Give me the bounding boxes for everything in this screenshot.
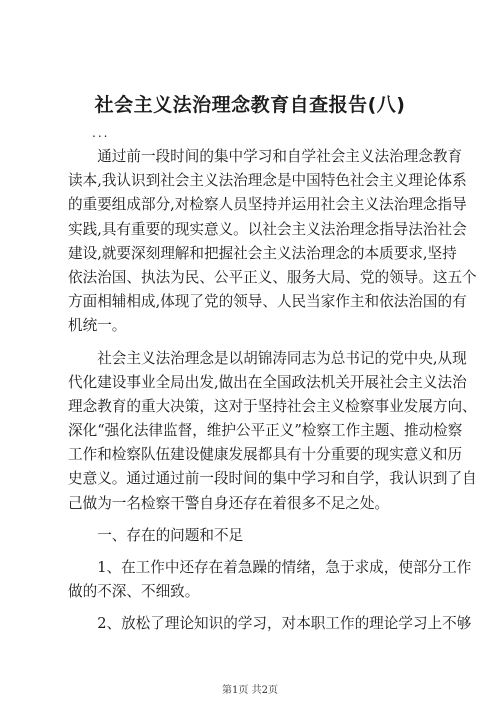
- document-body: [68, 145, 477, 637]
- body-line: 机统一。: [68, 317, 127, 335]
- body-line: 工作和检察队伍建设健康发展都具有十分重要的现实意义和历: [68, 446, 463, 464]
- body-line: 实践,具有重要的现实意义。以社会主义法治理念指导法治社会: [68, 220, 467, 238]
- body-line: 1、在工作中还存在着急躁的情绪，急于求成，使部分工作: [68, 559, 472, 576]
- body-line: 的重要组成部分,对检察人员坚持并运用社会主义法治理念指导: [68, 196, 467, 214]
- body-line: 建设,就要深刻理解和把握社会主义法治理念的本质要求,坚持: [68, 244, 457, 262]
- document-title: 社会主义法治理念教育自查报告(八): [94, 94, 406, 116]
- body-line: 己做为一名检察干警自身还存在着很多不足之处。: [68, 494, 390, 512]
- body-line: 理念教育的重大决策，这对于坚持社会主义检察事业发展方向、: [68, 397, 477, 415]
- body-line: 读本,我认识到社会主义法治理念是中国特色社会主义理论体系: [68, 172, 467, 190]
- ellipsis-mark: ...: [92, 126, 110, 140]
- body-line: 做的不深、不细致。: [68, 583, 200, 601]
- body-line: 依法治国、执法为民、公平正义、服务大局、党的领导。这五个: [68, 268, 477, 286]
- section-heading: 一、存在的问题和不足: [68, 526, 244, 544]
- body-line: 方面相辅相成,体现了党的领导、人民当家作主和依法治国的有: [68, 293, 467, 311]
- body-line: 代化建设事业全局出发,做出在全国政法机关开展社会主义法治: [68, 373, 467, 391]
- body-line: 通过前一段时间的集中学习和自学社会主义法治理念教育: [68, 148, 463, 165]
- page-footer: 第1页 共2页: [222, 685, 278, 696]
- body-line: 深化“强化法律监督，维护公平正义”检察工作主题、推动检察: [68, 422, 463, 440]
- body-line: 史意义。通过通过前一段时间的集中学习和自学，我认识到了自: [68, 470, 477, 488]
- body-line: 2、放松了理论知识的学习，对本职工作的理论学习上不够: [68, 615, 472, 633]
- body-line: 社会主义法治理念是以胡锦涛同志为总书记的党中央,从现: [68, 349, 467, 367]
